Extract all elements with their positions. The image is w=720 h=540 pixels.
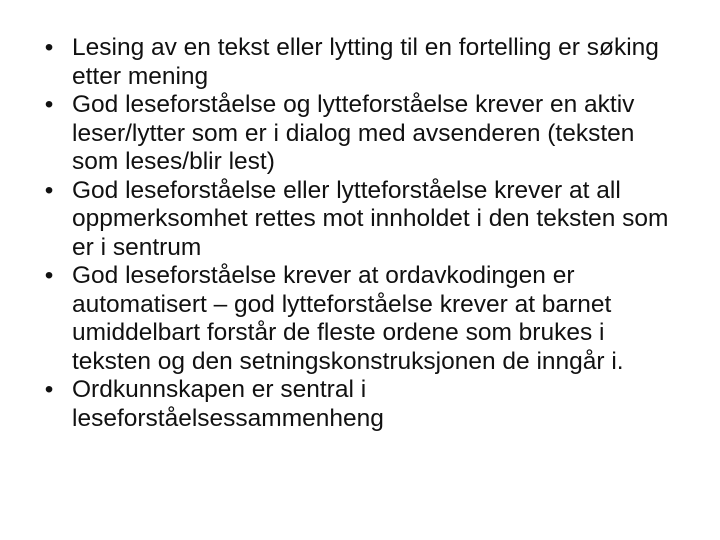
bullet-list xyxy=(40,34,680,433)
bullet-icon: • xyxy=(44,91,54,118)
list-item xyxy=(40,262,680,376)
bullet-icon: • xyxy=(44,262,54,289)
bullet-icon: • xyxy=(44,176,54,204)
bullet-text: God leseforståelse og lytteforståelse krever en aktiv leser/lytter som er i dialog med avsenderen (teksten som leses/blir lest) xyxy=(72,91,635,175)
bullet-text: Lesing av en tekst eller lytting til en fortelling er søking etter mening xyxy=(72,34,659,90)
list-item xyxy=(40,376,680,433)
list-item xyxy=(40,34,680,91)
bullet-icon: • xyxy=(44,34,54,61)
bullet-text: God leseforståelse eller lytteforståelse krever at all oppmerksomhet rettes mot innholdet i den teksten som er i sentrum xyxy=(72,176,669,261)
bullet-icon: • xyxy=(44,376,54,403)
list-item xyxy=(40,177,680,263)
bullet-text: Ordkunnskapen er sentral i leseforståelsessammenheng xyxy=(72,376,384,432)
bullet-text: God leseforståelse krever at ordavkodingen er automatisert – god lytteforståelse krever at barnet umiddelbart forstår de fleste ordene som brukes i teksten og den setningskonstruksjonen de inngår i. xyxy=(72,262,624,375)
list-item xyxy=(40,91,680,177)
